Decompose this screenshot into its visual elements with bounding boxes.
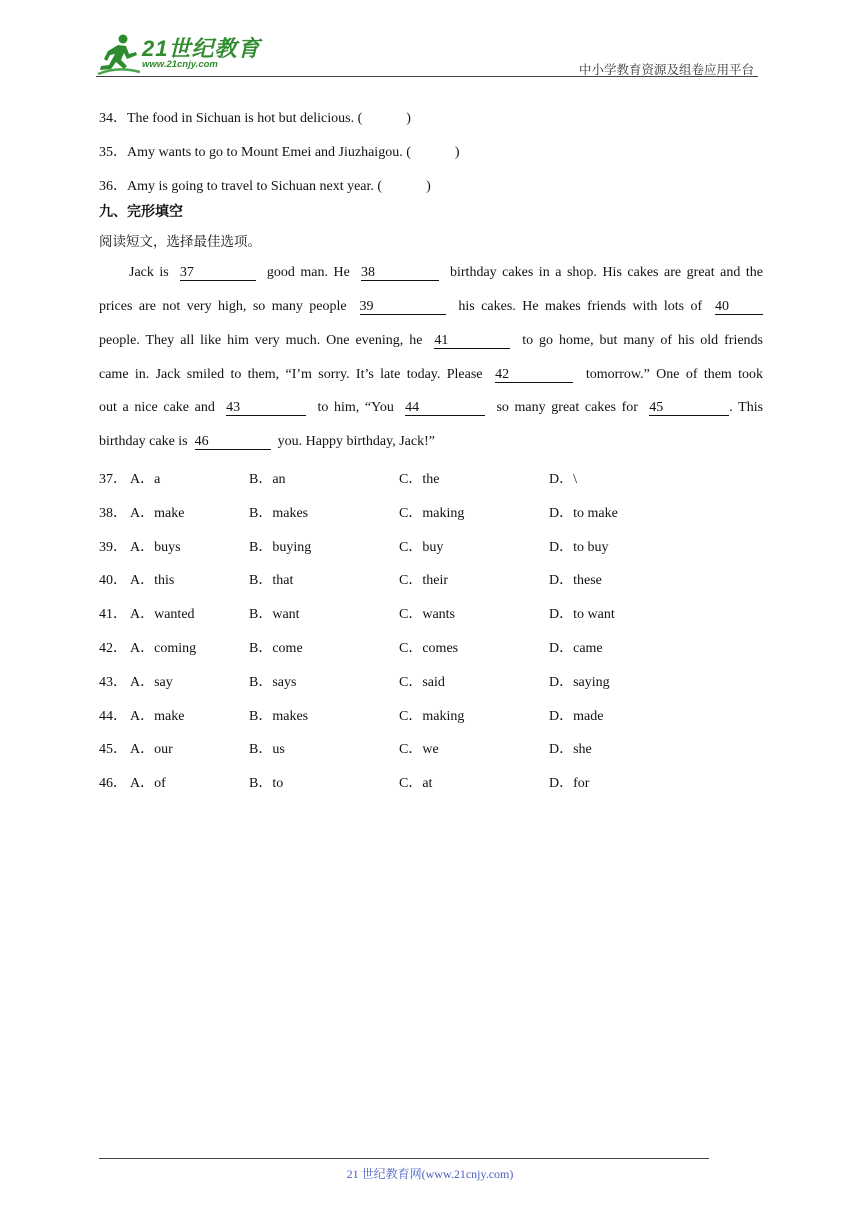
question-number: 36． bbox=[99, 179, 127, 194]
blank-38: 38 bbox=[361, 265, 439, 281]
option-a[interactable]: A．make bbox=[130, 709, 185, 724]
option-b[interactable]: B．makes bbox=[249, 506, 309, 521]
passage-text: out a nice cake and bbox=[99, 400, 215, 415]
header-divider bbox=[96, 76, 758, 77]
passage-line-1 bbox=[99, 265, 763, 281]
paren-close: ) bbox=[454, 145, 460, 160]
page-header bbox=[0, 0, 860, 80]
option-c[interactable]: C．their bbox=[399, 573, 448, 588]
option-question-number: 44． bbox=[99, 709, 127, 724]
option-a[interactable]: A．wanted bbox=[130, 607, 195, 622]
option-b[interactable]: B．an bbox=[249, 472, 286, 487]
option-question-number: 45． bbox=[99, 742, 127, 757]
question-text: Amy wants to go to Mount Emei and Jiuzhaigou. ( bbox=[127, 145, 411, 160]
question-number: 34． bbox=[99, 111, 127, 126]
option-d[interactable]: D．to make bbox=[549, 506, 618, 521]
question-36 bbox=[99, 175, 431, 195]
passage-line-6 bbox=[99, 434, 763, 450]
option-a[interactable]: A．of bbox=[130, 776, 166, 791]
blank-43: 43 bbox=[226, 400, 306, 416]
option-d[interactable]: D．\ bbox=[549, 472, 577, 487]
option-question-number: 41． bbox=[99, 607, 127, 622]
footer-divider bbox=[99, 1158, 709, 1159]
blank-46: 46 bbox=[195, 434, 271, 450]
passage-text: good man. He bbox=[266, 265, 350, 280]
option-a[interactable]: A．coming bbox=[130, 641, 197, 656]
option-c[interactable]: C．the bbox=[399, 472, 440, 487]
option-d[interactable]: D．she bbox=[549, 742, 592, 757]
paren-close: ) bbox=[406, 111, 411, 126]
option-c[interactable]: C．buy bbox=[399, 540, 444, 555]
option-question-number: 40． bbox=[99, 573, 127, 588]
option-b[interactable]: B．says bbox=[249, 675, 297, 690]
passage-text: birthday cake is bbox=[99, 434, 188, 449]
option-c[interactable]: C．comes bbox=[399, 641, 459, 656]
option-c[interactable]: C．said bbox=[399, 675, 445, 690]
passage-text: prices are not very high, so many people bbox=[99, 299, 347, 314]
option-d[interactable]: D．made bbox=[549, 709, 604, 724]
option-b[interactable]: B．buying bbox=[249, 540, 312, 555]
passage-text: people. They all like him very much. One evening, he bbox=[99, 333, 423, 348]
option-question-number: 37． bbox=[99, 472, 127, 487]
option-d[interactable]: D．for bbox=[549, 776, 590, 791]
option-question-number: 46． bbox=[99, 776, 127, 791]
logo-url: www.21cnjy.com bbox=[142, 59, 218, 70]
passage-text: tomorrow.” One of them took bbox=[585, 367, 764, 382]
passage-text: to him, “You bbox=[317, 400, 394, 415]
option-a[interactable]: A．buys bbox=[130, 540, 181, 555]
option-question-number: 39． bbox=[99, 540, 127, 555]
passage-line-4 bbox=[99, 367, 763, 383]
passage-text: Jack is bbox=[129, 265, 169, 280]
passage-line-5 bbox=[99, 400, 763, 416]
option-b[interactable]: B．makes bbox=[249, 709, 309, 724]
option-d[interactable]: D．to buy bbox=[549, 540, 609, 555]
option-b[interactable]: B．want bbox=[249, 607, 300, 622]
footer-text: 21 世纪教育网(www.21cnjy.com) bbox=[346, 1167, 514, 1181]
option-d[interactable]: D．saying bbox=[549, 675, 610, 690]
option-question-number: 38． bbox=[99, 506, 127, 521]
blank-40: 40 bbox=[715, 299, 763, 315]
option-d[interactable]: D．these bbox=[549, 573, 602, 588]
blank-37: 37 bbox=[180, 265, 256, 281]
section-instruction: 阅读短文，选择最佳选项。 bbox=[99, 234, 261, 250]
question-35 bbox=[99, 141, 460, 161]
logo-title: 21世纪教育 bbox=[142, 36, 261, 61]
option-d[interactable]: D．to want bbox=[549, 607, 615, 622]
option-a[interactable]: A．a bbox=[130, 472, 161, 487]
option-a[interactable]: A．our bbox=[130, 742, 173, 757]
option-b[interactable]: B．come bbox=[249, 641, 303, 656]
site-logo bbox=[96, 32, 266, 78]
option-c[interactable]: C．at bbox=[399, 776, 433, 791]
option-question-number: 42． bbox=[99, 641, 127, 656]
question-34 bbox=[99, 107, 411, 127]
option-question-number: 43． bbox=[99, 675, 127, 690]
passage-text: you. Happy birthday, Jack!” bbox=[277, 434, 435, 449]
blank-41: 41 bbox=[434, 333, 510, 349]
passage-text: came in. Jack smiled to them, “I’m sorry. It’s late today. Please bbox=[99, 367, 483, 382]
question-number: 35． bbox=[99, 145, 127, 160]
option-a[interactable]: A．this bbox=[130, 573, 175, 588]
option-a[interactable]: A．make bbox=[130, 506, 185, 521]
passage-text: . This bbox=[729, 400, 764, 415]
option-c[interactable]: C．we bbox=[399, 742, 439, 757]
section-title: 九、完形填空 bbox=[99, 204, 183, 220]
option-c[interactable]: C．making bbox=[399, 709, 465, 724]
passage-line-3 bbox=[99, 333, 763, 349]
option-d[interactable]: D．came bbox=[549, 641, 603, 656]
passage-text: his cakes. He makes friends with lots of bbox=[458, 299, 703, 314]
blank-42: 42 bbox=[495, 367, 573, 383]
blank-44: 44 bbox=[405, 400, 485, 416]
question-text: The food in Sichuan is hot but delicious. ( bbox=[127, 111, 363, 126]
passage-line-2 bbox=[99, 299, 763, 315]
option-b[interactable]: B．that bbox=[249, 573, 294, 588]
option-a[interactable]: A．say bbox=[130, 675, 173, 690]
passage-text: birthday cakes in a shop. His cakes are great and the bbox=[450, 265, 764, 280]
passage-text: to go home, but many of his old friends bbox=[522, 333, 763, 348]
paren-close: ) bbox=[426, 179, 431, 194]
option-c[interactable]: C．wants bbox=[399, 607, 455, 622]
option-b[interactable]: B．us bbox=[249, 742, 285, 757]
option-b[interactable]: B．to bbox=[249, 776, 284, 791]
question-text: Amy is going to travel to Sichuan next year. ( bbox=[127, 179, 383, 194]
blank-39: 39 bbox=[360, 299, 446, 315]
runner-logo-icon bbox=[96, 32, 142, 76]
blank-45: 45 bbox=[649, 400, 729, 416]
passage-text: so many great cakes for bbox=[496, 400, 638, 415]
header-tagline: 中小学教育资源及组卷应用平台 bbox=[578, 62, 754, 77]
option-c[interactable]: C．making bbox=[399, 506, 465, 521]
